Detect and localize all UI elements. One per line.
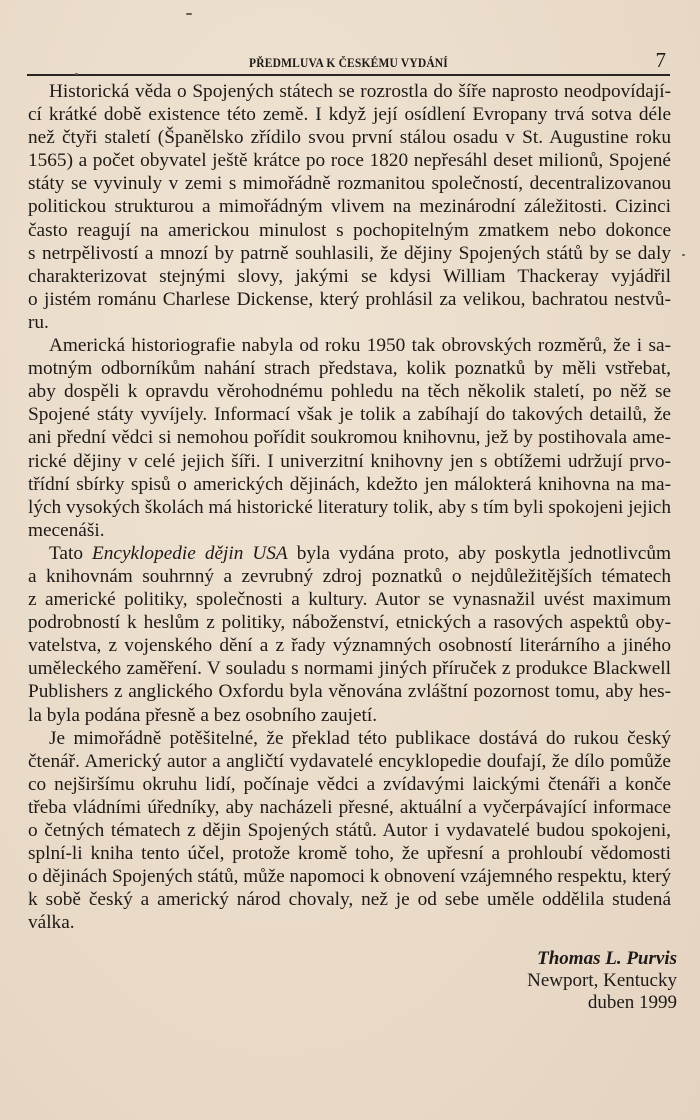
paragraph-3	[28, 542, 671, 727]
text-line: rické dějiny v celé jejich šíři. I univerzitní knihovny jen s obtížemi udržují prvo-	[28, 450, 671, 472]
book-title: Encyklopedie dějin USA	[91, 542, 288, 564]
text-line: ru.	[28, 311, 49, 333]
foreword-body	[28, 80, 671, 934]
text-line: s netrpělivostí a mnozí by patrně souhlasili, že dějiny Spojených států by se daly	[28, 242, 671, 264]
text-run: byla vydána proto, aby poskytla jednotlivcům	[287, 542, 671, 564]
text-line: mecenáši.	[28, 519, 105, 541]
text-line: o dějinách Spojených států, může napomoci k obnovení vzájemného respektu, který	[28, 866, 672, 888]
text-line: uměleckého zaměření. V souladu s normami jiných příruček z produkce Blackwell	[28, 658, 671, 680]
text-line: aby dospěli k opravdu věrohodnému pohledu na těch několik staletí, po něž se	[28, 381, 671, 403]
text-line: válka.	[28, 912, 75, 934]
author-place: Newport, Kentucky	[527, 970, 677, 991]
paragraph-2	[28, 334, 671, 542]
page-header	[27, 48, 670, 76]
paper-speck	[682, 254, 685, 256]
signature-block	[527, 948, 677, 1014]
text-line: splní-li kniha tento účel, protože kromě toho, že upřesní a prohloubí vědomosti	[28, 843, 671, 865]
text-line: státy se vyvinuly v zemi s mimořádně rozmanitou společností, decentralizovanou	[28, 173, 671, 195]
text-line: k sobě český a americký národ chovaly, než je od sebe uměle oddělila studená	[28, 889, 671, 911]
text-line: Americká historiografie nabyla od roku 1950 tak obrovských rozměrů, že i sa-	[49, 335, 671, 357]
running-head: PŘEDMLUVA K ČESKÉMU VYDÁNÍ	[249, 56, 448, 70]
text-line: o jistém románu Charlese Dickense, který prohlásil za velikou, bachratou nestvů-	[28, 288, 671, 310]
text-line: než čtyři staletí (Španělsko zřídilo svou první stálou osadu v St. Augustine roku	[28, 127, 671, 149]
paper-speck	[75, 73, 78, 75]
paragraph-1	[28, 80, 671, 334]
text-line: Je mimořádně potěšitelné, že překlad této publikace dostává do rukou český	[49, 727, 671, 749]
text-line: lých vysokých školách má historické literatury tolik, aby s tím byli spokojeni jejich	[28, 496, 672, 518]
text-line: čtenář. Americký autor a angličtí vydavatelé encyklopedie doufají, že dílo pomůže	[28, 750, 671, 772]
text-line: třeba vládními úředníky, aby nacházeli přesné, aktuální a vyčerpávající informace	[28, 796, 671, 818]
text-line: Spojené státy vyvíjely. Informací však je tolik a zabíhají do takových detailů, že	[28, 404, 671, 426]
text-line: z americké politiky, společnosti a kultury. Autor se vynasnažil uvést maximum	[28, 589, 671, 611]
text-run: Tato	[49, 542, 92, 564]
text-line: o četných tématech z dějin Spojených států. Autor i vydavatelé budou spokojeni,	[28, 820, 671, 841]
text-line: a knihovnám souhrnný a zevrubný zdroj poznatků o nejdůležitějších tématech	[28, 565, 671, 587]
text-line: třídní sbírky spisů o amerických dějinách, kdežto jen málokterá knihovna na ma-	[28, 473, 671, 495]
text-line: často reagují na americkou minulost s pochopitelným zmatkem nebo dokonce	[28, 219, 671, 241]
text-line: Historická věda o Spojených státech se rozrostla do šíře naprosto neodpovídají-	[49, 81, 671, 102]
text-line: Publishers z anglického Oxfordu byla věnována zvláštní pozornost tomu, aby hes-	[28, 681, 671, 703]
text-line: la byla podána přesně a bez osobního zaujetí.	[28, 704, 378, 726]
page-number: 7	[655, 48, 666, 72]
author-name: Thomas L. Purvis	[537, 948, 677, 969]
text-line: co nejširšímu okruhu lidí, počínaje vědci a zvídavými laickými čtenáři a konče	[28, 773, 671, 795]
text-line: motným odborníkům nahání strach představa, kolik poznatků by měli vstřebat,	[28, 358, 671, 380]
text-line	[28, 542, 671, 565]
text-line: vatelstva, z vojenského dění a z řady významných osobností literárního a jiného	[28, 635, 671, 657]
text-line: podrobností k heslům z politiky, náboženství, etnických a rasových aspektů oby-	[28, 612, 671, 634]
paper-speck	[186, 13, 192, 15]
signature-date: duben 1999	[587, 992, 677, 1013]
text-line: charakterizovat stejnými slovy, jakými se kdysi William Thackeray vyjádřil	[28, 265, 671, 287]
text-line: cí krátké době existence této země. I když její osídlení Evropany trvá sotva déle	[28, 104, 671, 126]
text-line: 1565) a počet obyvatel ještě krátce po roce 1820 nepřesáhl deset milionů, Spojené	[28, 150, 671, 172]
paragraph-4	[28, 727, 671, 935]
text-line: ani přední vědci si nemohou pořídit soukromou knihovnu, jež by postihovala ame-	[28, 427, 671, 449]
text-line: politickou strukturou a mimořádným vlivem na mezinárodní záležitosti. Cizinci	[28, 196, 671, 218]
